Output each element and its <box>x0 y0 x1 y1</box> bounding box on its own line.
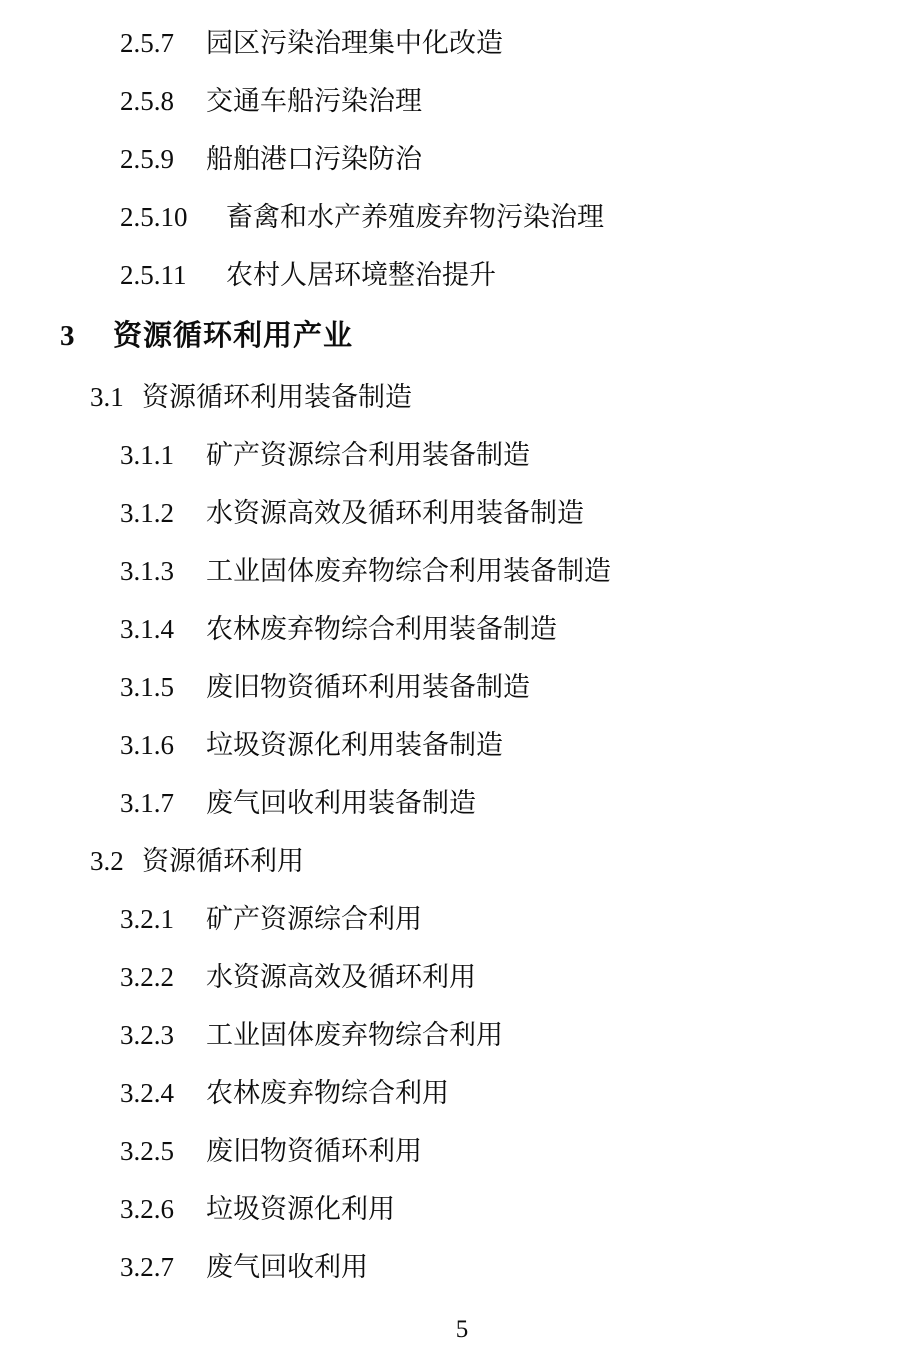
toc-entry[interactable] <box>60 246 864 304</box>
toc-entry[interactable] <box>60 774 864 832</box>
toc-entry-title: 农林废弃物综合利用装备制造 <box>206 614 557 644</box>
toc-entry-number: 3.1.1 <box>120 440 174 470</box>
toc-entry-title: 工业固体废弃物综合利用装备制造 <box>206 556 611 586</box>
toc-entry[interactable] <box>60 658 864 716</box>
toc-entry-number: 2.5.10 <box>120 202 188 232</box>
toc-entry[interactable] <box>60 1064 864 1122</box>
toc-entry-number: 3.1.4 <box>120 614 174 644</box>
toc-entry[interactable] <box>60 1180 864 1238</box>
toc-entry[interactable] <box>60 890 864 948</box>
toc-entry-title: 垃圾资源化利用 <box>206 1194 395 1224</box>
toc-entry-title: 矿产资源综合利用 <box>206 904 422 934</box>
toc-entry-title: 农村人居环境整治提升 <box>226 260 496 290</box>
toc-entry[interactable] <box>60 130 864 188</box>
toc-entry-title: 水资源高效及循环利用 <box>206 962 476 992</box>
toc-entry-number: 3 <box>60 320 75 352</box>
page-number: 5 <box>455 1316 469 1343</box>
toc-entry[interactable] <box>60 188 864 246</box>
toc-entry-number: 3.1.2 <box>120 498 174 528</box>
toc-entry-number: 3.2 <box>90 846 124 876</box>
toc-entry-title: 船舶港口污染防治 <box>206 144 422 174</box>
toc-entry[interactable] <box>60 1122 864 1180</box>
toc-entry[interactable] <box>60 716 864 774</box>
toc-entry-title: 农林废弃物综合利用 <box>206 1078 449 1108</box>
toc-entry-number: 3.1.6 <box>120 730 174 760</box>
toc-entry-number: 2.5.9 <box>120 144 174 174</box>
toc-entry-title: 垃圾资源化利用装备制造 <box>206 730 503 760</box>
toc-entry-title: 废气回收利用 <box>206 1252 368 1282</box>
toc-entry-title: 资源循环利用装备制造 <box>142 382 412 412</box>
toc-entry-title: 交通车船污染治理 <box>206 86 422 116</box>
toc-entry-heading[interactable] <box>60 304 864 368</box>
toc-entry[interactable] <box>60 426 864 484</box>
toc-entry-title: 畜禽和水产养殖废弃物污染治理 <box>226 202 604 232</box>
toc-entry-number: 3.2.2 <box>120 962 174 992</box>
toc-entry[interactable] <box>60 1238 864 1296</box>
toc-entry[interactable] <box>60 368 864 426</box>
toc-entry-number: 3.2.1 <box>120 904 174 934</box>
toc-entry-title: 矿产资源综合利用装备制造 <box>206 440 530 470</box>
toc-entry-title: 资源循环利用产业 <box>113 320 354 352</box>
toc-entry-title: 工业固体废弃物综合利用 <box>206 1020 503 1050</box>
toc-entry-number: 3.2.6 <box>120 1194 174 1224</box>
toc-entry-number: 3.1.7 <box>120 788 174 818</box>
toc-entry[interactable] <box>60 14 864 72</box>
toc-entry[interactable] <box>60 484 864 542</box>
toc-entry-title: 园区污染治理集中化改造 <box>206 28 503 58</box>
toc-entry-number: 3.2.5 <box>120 1136 174 1166</box>
toc-entry-title: 资源循环利用 <box>142 846 304 876</box>
toc-entry-number: 3.2.4 <box>120 1078 174 1108</box>
toc-entry[interactable] <box>60 72 864 130</box>
toc-entry-number: 3.2.3 <box>120 1020 174 1050</box>
toc-entry-number: 3.1.3 <box>120 556 174 586</box>
toc-entry-title: 废旧物资循环利用 <box>206 1136 422 1166</box>
toc-entry-number: 2.5.7 <box>120 28 174 58</box>
toc-entry-number: 2.5.8 <box>120 86 174 116</box>
toc-entry-number: 3.1 <box>90 382 124 412</box>
toc-entry[interactable] <box>60 1006 864 1064</box>
table-of-contents <box>60 14 864 1296</box>
toc-entry[interactable] <box>60 948 864 1006</box>
toc-entry-number: 3.1.5 <box>120 672 174 702</box>
toc-entry[interactable] <box>60 600 864 658</box>
toc-entry[interactable] <box>60 832 864 890</box>
toc-entry-title: 水资源高效及循环利用装备制造 <box>206 498 584 528</box>
toc-entry-title: 废气回收利用装备制造 <box>206 788 476 818</box>
toc-entry-title: 废旧物资循环利用装备制造 <box>206 672 530 702</box>
toc-entry-number: 2.5.11 <box>120 260 187 290</box>
toc-entry-number: 3.2.7 <box>120 1252 174 1282</box>
toc-entry[interactable] <box>60 542 864 600</box>
